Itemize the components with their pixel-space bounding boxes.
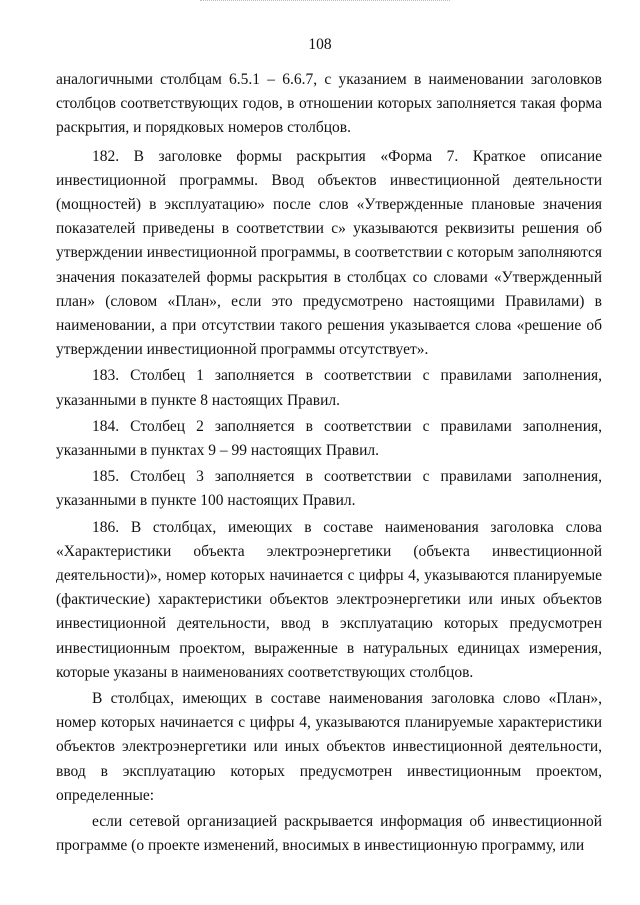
- paragraph-186: 186. В столбцах, имеющих в составе наименования заголовка слова «Характеристики объекта электроэнергетики (объекта инвестиционной деятельности)», номер которых начинается с цифры 4, указываются планируемые (фактические) характеристики объектов электроэнергетики или иных объектов инвестиционной деятельности, ввод в эксплуатацию которых предусмотрен инвестиционным проектом, выраженные в натуральных единицах измерения, которые указаны в наименованиях соответствующих столбцов.: [56, 518, 602, 681]
- paragraph-continuation: аналогичными столбцам 6.5.1 – 6.6.7, с указанием в наименовании заголовков столбцов соответствующих годов, в отношении которых заполняется такая форма раскрытия, и порядковых номеров столбцов.: [56, 71, 602, 137]
- paragraph-185: 185. Столбец 3 заполняется в соответствии с правилами заполнения, указанными в пункте 100 настоящих Правил.: [56, 468, 602, 510]
- paragraph-plan-columns: В столбцах, имеющих в составе наименования заголовка слово «План», номер которых начинается с цифры 4, указываются планируемые характеристики объектов электроэнергетики или иных объектов инвестиционной деятельности, ввод в эксплуатацию которых предусмотрен инвестиционным проектом, определенные:: [56, 690, 602, 804]
- scan-edge-line: [200, 0, 450, 2]
- page-number: 108: [308, 36, 332, 53]
- paragraph-184: 184. Столбец 2 заполняется в соответствии с правилами заполнения, указанными в пунктах 9 – 99 настоящих Правил.: [56, 417, 602, 460]
- paragraph-network-organization: если сетевой организацией раскрывается информация об инвестиционной программе (о проекте изменений, вносимых в инвестиционную программу, или: [56, 813, 602, 855]
- paragraph-182: 182. В заголовке формы раскрытия «Форма 7. Краткое описание инвестиционной программы. Ввод объектов инвестиционной деятельности (мощностей) в эксплуатацию» после слов «Утвержденные плановые значения показателей приведены в соответствии с» указываются реквизиты решения об утверждении инвестиционной программы, в соответствии с которым заполняются значения показателей формы раскрытия в столбцах со словами «Утвержденный план» (словом «План», если это предусмотрено настоящими Правилами) в наименовании, а при отсутствии такого решения указывается слова «решение об утверждении инвестиционной программы отсутствует».: [56, 147, 602, 359]
- paragraph-183: 183. Столбец 1 заполняется в соответствии с правилами заполнения, указанными в пункте 8 настоящих Правил.: [56, 367, 602, 409]
- document-body: [56, 68, 602, 859]
